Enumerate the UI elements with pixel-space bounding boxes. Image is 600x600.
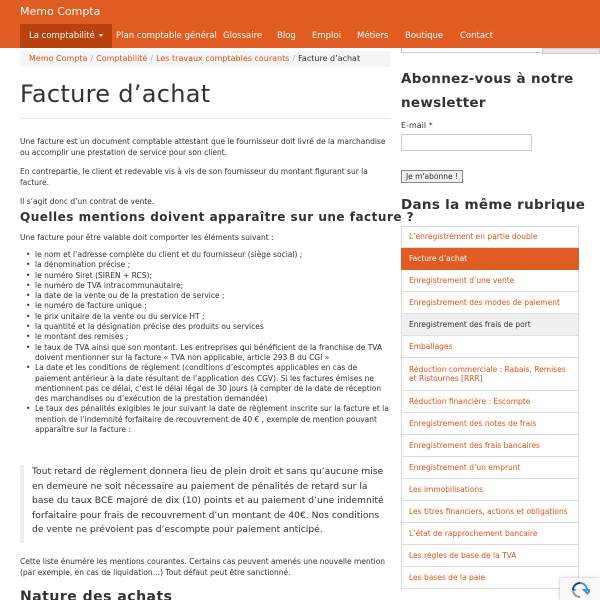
nav-item-la-comptabilite[interactable]: La comptabilité (20, 24, 112, 48)
rubrique-item[interactable]: Les titres financiers, actions et obligations (401, 501, 579, 523)
title-divider (20, 118, 390, 119)
rubrique-item[interactable]: Enregistrement des frais bancaires (401, 435, 579, 457)
nav-item-contact[interactable]: Contact (460, 31, 494, 41)
rubrique-item[interactable]: Réduction financière : Escompte (401, 391, 579, 413)
top-header (0, 0, 600, 24)
list-item: • le montant des remises ; (26, 332, 390, 342)
rubrique-item[interactable]: Les immobilisations (401, 479, 579, 501)
rubrique-item[interactable]: Enregistrement des notes de frais (401, 413, 579, 435)
list-item: • le numéro de facture unique ; (26, 301, 390, 311)
intro-paragraph-1: Une facture est un document comptable attestant que le fournisseur doit livré de la marchandise ou accomplir une prestation de service pour son client. (20, 137, 386, 157)
site-brand[interactable]: Memo Compta (20, 5, 101, 18)
rubrique-item[interactable]: Enregistrement d’un emprunt (401, 457, 579, 479)
newsletter-title: Abonnez-vous à notre newsletter (401, 71, 574, 111)
intro-paragraph-2: En contrepartie, le client et redevable vis à vis de son fournisseur du montant figurant sur la facture. (20, 167, 368, 187)
subscribe-button[interactable]: Je m'abonne ! (401, 170, 463, 183)
list-item: • le nom et l’adresse complète du client et du fournisseur (siège social) ; (26, 250, 390, 260)
after-quote-paragraph: Cette liste énumère les mentions courantes. Certains cas peuvent amenés une nouvelle mention (par exemple, en cas de liquidation…) Tout défaut peut être sanctionné. (20, 557, 386, 577)
nav-item-blog[interactable]: Blog (277, 31, 296, 41)
breadcrumb-current: Facture d’achat (298, 54, 361, 63)
mentions-intro: Une facture pour être valable doit comporter les éléments suivant : (20, 233, 274, 242)
main-navigation (0, 24, 600, 48)
search-button[interactable] (542, 48, 600, 54)
intro-paragraph-3: Il s’agit donc d’un contrat de vente. (20, 197, 155, 206)
list-item: • la dénomination précise ; (26, 260, 390, 270)
caret-down-icon (99, 34, 103, 37)
email-label: E-mail * (401, 121, 433, 130)
list-item: • La date et les conditions de règlement (conditions d’escomptes applicables en cas de paiement antérieur à la date résultant de l’application des CGV). Si les factures émises ne mentionnent pas ce délai, c’est le délai légal de 30 jours (à compter de la date de réception des marchandises ou d’exécution de la prestation demandée) (26, 363, 390, 404)
rubrique-item[interactable]: Réduction commerciale : Rabais, Remises et Ristournes [RRR] (401, 358, 579, 391)
list-item: • le taux de TVA ainsi que son montant. Les entreprises qui bénéficient de la franchise de TVA doivent mentionner sur la facture « TVA non applicable, article 293 B du CGI » (26, 343, 390, 364)
rubrique-item[interactable]: Enregistrement d’une vente (401, 270, 579, 292)
page-title: Facture d’achat (20, 80, 211, 108)
nav-item-emploi[interactable]: Emploi (312, 31, 341, 41)
rubrique-item-active[interactable]: Facture d’achat (401, 248, 579, 270)
list-item: • le prix unitaire de la vente ou du service HT ; (26, 312, 390, 322)
rubrique-item[interactable]: Les règles de base de la TVA (401, 545, 579, 567)
section-heading-mentions: Quelles mentions doivent apparaître sur une facture ? (20, 210, 415, 224)
nav-item-metiers[interactable]: Métiers (357, 31, 389, 41)
list-item: • la quantité et la désignation précise des produits ou services (26, 322, 390, 332)
breadcrumb-comptabilite[interactable]: Comptabilité (96, 54, 148, 63)
recaptcha-badge[interactable] (560, 578, 600, 600)
list-item: • le numéro de TVA intracommunautaire; (26, 281, 390, 291)
rubrique-item-hover[interactable]: Enregistrement des frais de port (401, 314, 579, 336)
breadcrumb-home[interactable]: Memo Compta (29, 54, 88, 63)
email-field[interactable] (401, 134, 532, 151)
breadcrumb-travaux[interactable]: Les travaux comptables courants (156, 54, 290, 63)
rubrique-item[interactable]: Les bases de la paie (401, 567, 579, 589)
rubrique-item[interactable]: Emballages (401, 336, 579, 358)
rubrique-list (401, 226, 579, 589)
list-item: • Le taux des pénalités exigibles le jour suivant la date de règlement inscrite sur la facture et la mention de l’indemnité forfaitaire de recouvrement de 40 € , exemple de mention pouvant apparaître sur la facture : (26, 404, 390, 435)
breadcrumb: Memo Compta / Comptabilité / Les travaux comptables courants / Facture d’achat (20, 51, 390, 67)
nav-item-plan-comptable[interactable]: Plan comptable général (116, 31, 217, 41)
list-item: • le numéro Siret (SIREN + RCS); (26, 271, 390, 281)
recaptcha-icon (570, 581, 590, 599)
nav-item-glossaire[interactable]: Glossaire (223, 31, 263, 41)
rubrique-title: Dans la même rubrique (401, 197, 586, 213)
rubrique-item[interactable]: L’enregistrement en partie double (401, 226, 579, 248)
rubrique-item[interactable]: L’état de rapprochement bancaire (401, 523, 579, 545)
rubrique-item[interactable]: Enregistrement des modes de paiement (401, 292, 579, 314)
mentions-list (26, 250, 390, 435)
section-heading-nature: Nature des achats (20, 589, 173, 600)
example-quote: Tout retard de règlement donnera lieu de plein droit et sans qu’aucune mise en demeure ne soit nécessaire au paiement de pénalités de retard sur la base du taux BCE majoré de dix (10) points et au paiement d’une indemnité forfaitaire pour frais de recouvrement d’un montant de 40€. Nos conditions de vente ne prévoient pas d’escompte pour paiement anticipé. (20, 465, 390, 543)
nav-item-boutique[interactable]: Boutique (405, 31, 444, 41)
list-item: • la date de la vente ou de la prestation de service ; (26, 291, 390, 301)
